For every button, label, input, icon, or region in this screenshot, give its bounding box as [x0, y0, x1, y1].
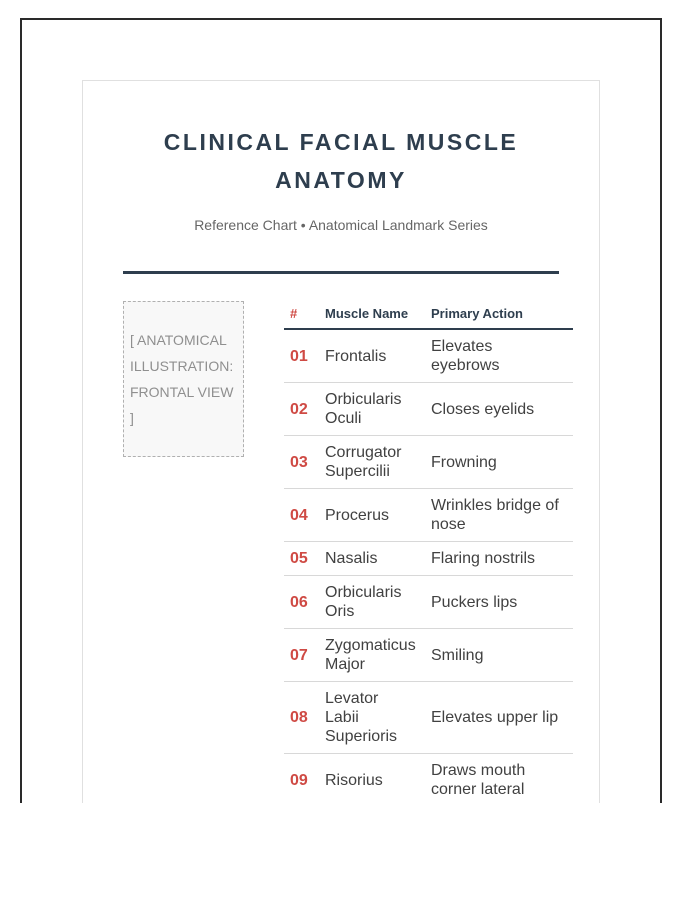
- page-title: CLINICAL FACIAL MUSCLE ANATOMY: [163, 129, 519, 193]
- muscle-table-header: [284, 301, 573, 329]
- primary-action-cell: Closes eyelids: [431, 383, 573, 436]
- primary-action-cell: Draws mouth corner lateral: [431, 754, 573, 804]
- page-subtitle: Reference Chart • Anatomical Landmark Series: [194, 217, 488, 233]
- muscle-name-cell: Orbicularis Oris: [325, 576, 431, 629]
- muscle-name-cell: Zygomaticus Major: [325, 629, 431, 682]
- illustration-placeholder: [ ANATOMICAL ILLUSTRATION: FRONTAL VIEW ]: [123, 301, 244, 457]
- row-number-cell: 01: [284, 329, 325, 383]
- row-number-cell: 05: [284, 542, 325, 576]
- muscle-name-cell: Frontalis: [325, 329, 431, 383]
- primary-action-cell: Smiling: [431, 629, 573, 682]
- row-number-cell: 07: [284, 629, 325, 682]
- table-row: [284, 542, 573, 576]
- primary-action-cell: Frowning: [431, 436, 573, 489]
- row-number-cell: 04: [284, 489, 325, 542]
- muscle-name-cell: Nasalis: [325, 542, 431, 576]
- row-number-cell: 08: [284, 682, 325, 754]
- muscle-name-cell: Levator Labii Superioris: [325, 682, 431, 754]
- col-header-muscle-name: Muscle Name: [325, 301, 431, 329]
- primary-action-cell: Puckers lips: [431, 576, 573, 629]
- table-row: [284, 754, 573, 804]
- muscle-table-body: [284, 329, 573, 803]
- table-row: [284, 576, 573, 629]
- table-row: [284, 383, 573, 436]
- table-row: [284, 489, 573, 542]
- content-row: [123, 301, 559, 803]
- row-number-cell: 09: [284, 754, 325, 804]
- row-number-cell: 06: [284, 576, 325, 629]
- reference-card: [82, 80, 600, 803]
- primary-action-cell: Elevates upper lip: [431, 682, 573, 754]
- table-row: [284, 629, 573, 682]
- col-header-number: #: [284, 301, 325, 329]
- table-row: [284, 682, 573, 754]
- muscle-table: [284, 301, 573, 803]
- table-row: [284, 329, 573, 383]
- muscle-name-cell: Orbicularis Oculi: [325, 383, 431, 436]
- muscle-name-cell: Risorius: [325, 754, 431, 804]
- row-number-cell: 02: [284, 383, 325, 436]
- header-row: [284, 301, 573, 329]
- divider: [123, 271, 559, 274]
- primary-action-cell: Flaring nostrils: [431, 542, 573, 576]
- muscle-name-cell: Corrugator Supercilii: [325, 436, 431, 489]
- primary-action-cell: Elevates eyebrows: [431, 329, 573, 383]
- primary-action-cell: Wrinkles bridge of nose: [431, 489, 573, 542]
- col-header-primary-action: Primary Action: [431, 301, 573, 329]
- table-row: [284, 436, 573, 489]
- document-frame: [20, 18, 662, 803]
- muscle-name-cell: Procerus: [325, 489, 431, 542]
- row-number-cell: 03: [284, 436, 325, 489]
